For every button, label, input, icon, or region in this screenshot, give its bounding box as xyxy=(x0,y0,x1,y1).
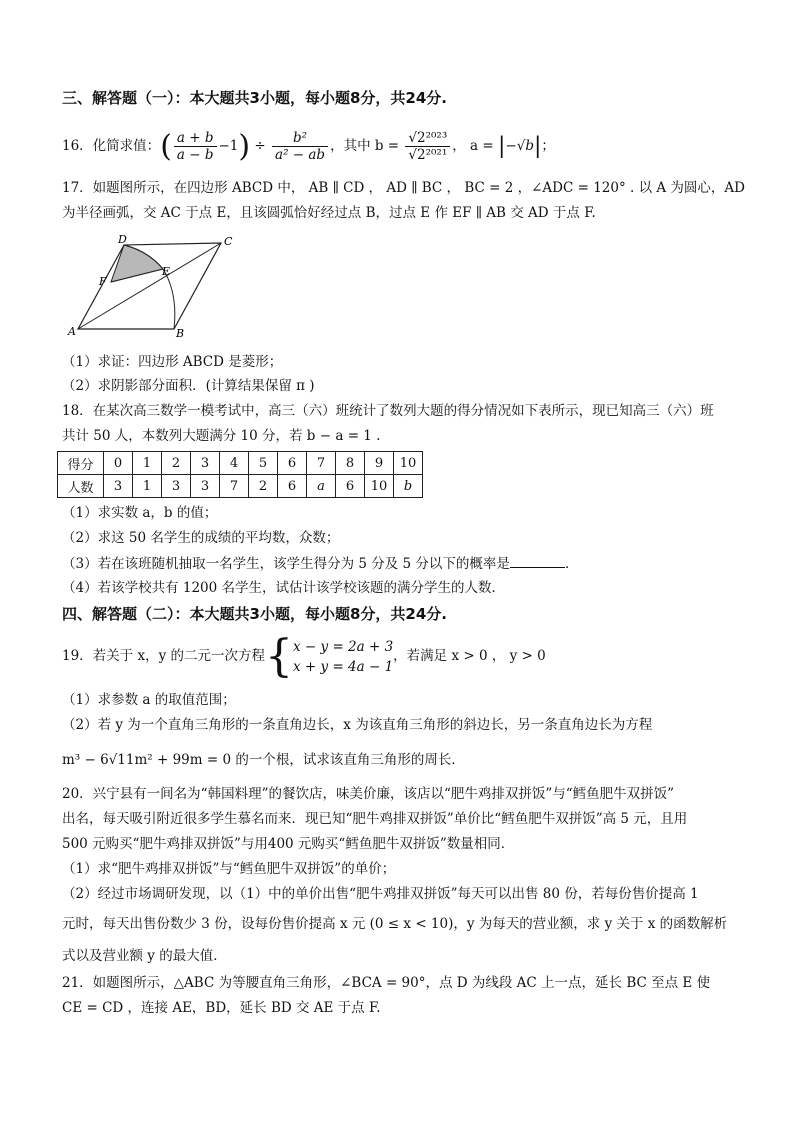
table-cell: a xyxy=(307,475,336,498)
table-cell: 1 xyxy=(133,475,162,498)
q20-line-2: 出名，每天吸引附近很多学生慕名而来．现已知“肥牛鸡排双拼饭”单价比“鳕鱼肥牛双拼饭”高 5 元，且用 xyxy=(62,811,688,827)
table-cell: 10 xyxy=(365,475,394,498)
fraction-numerator: b² xyxy=(272,130,328,147)
table-cell: 2 xyxy=(162,452,191,475)
q16-prefix: 16．化简求值： xyxy=(62,138,161,154)
table-cell: 6 xyxy=(278,475,307,498)
equation-system xyxy=(293,637,393,677)
q16-b-fraction xyxy=(405,130,450,163)
label-c: C xyxy=(224,235,233,248)
fraction-numerator: a + b xyxy=(174,130,217,147)
q19-sub-1: （1）求参数 a 的取值范围； xyxy=(62,692,236,708)
left-paren: ( xyxy=(160,128,172,164)
table-cell: 6 xyxy=(336,475,365,498)
label-a: A xyxy=(68,325,76,338)
q16-minus-one: −1 xyxy=(218,138,239,154)
q16-divide: ÷ xyxy=(254,138,266,154)
table-cell: 3 xyxy=(162,475,191,498)
equation-2: x + y = 4a − 1 xyxy=(293,658,394,675)
q17-sub-2: （2）求阴影部分面积．(计算结果保留 π ) xyxy=(62,378,315,394)
table-cell: b xyxy=(394,475,423,498)
q20-sub-2-line-3: 式以及营业额 y 的最大值． xyxy=(62,948,227,964)
shaded-sector xyxy=(111,245,163,282)
q19-sub-2-line-2: m³ − 6√11m² + 99m = 0 的一个根，试求该直角三角形的周长． xyxy=(62,752,465,768)
q20-sub-1: （1）求“肥牛鸡排双拼饭”与“鳕鱼肥牛双拼饭”的单价； xyxy=(62,861,396,877)
fraction-denominator: a − b xyxy=(176,147,214,163)
table-cell: 3 xyxy=(104,475,133,498)
q16-end: ； xyxy=(541,138,555,154)
q16-a-part: ， a = xyxy=(452,138,494,154)
q18-sub-2: （2）求这 50 名学生的成绩的平均数，众数； xyxy=(62,530,340,546)
q21-line-1: 21．如题图所示，△ABC 为等腰直角三角形，∠BCA = 90°，点 D 为线段 AC 上一点，延长 BC 至点 E 使 xyxy=(62,975,711,991)
q20-line-3: 500 元购买“肥牛鸡排双拼饭”与用400 元购买“鳕鱼肥牛双拼饭”数量相同． xyxy=(62,836,515,852)
q18-sub-3-text: （3）若在该班随机抽取一名学生，该学生得分为 5 分及 5 分以下的概率是 xyxy=(62,556,510,572)
q16-fraction-2 xyxy=(272,130,328,163)
q19-prefix: 19．若关于 x，y 的二元一次方程 xyxy=(62,648,266,664)
q17-line-1: 17．如题图所示，在四边形 ABCD 中， AB ∥ CD ， AD ∥ BC ， BC = 2 ，∠ADC = 120° . 以 A 为圆心，AD xyxy=(62,180,746,196)
table-row xyxy=(58,475,423,498)
table-cell: 3 xyxy=(191,452,220,475)
q18-line-2: 共计 50 人，本数列大题满分 10 分，若 b − a = 1 . xyxy=(62,428,381,444)
rhombus-figure xyxy=(66,233,246,343)
q18-sub-3-end: ． xyxy=(564,556,579,572)
q19-sub-2-line-1: （2）若 y 为一个直角三角形的一条直角边长，x 为该直角三角形的斜边长，另一条直角边长为方程 xyxy=(62,717,653,733)
q21-line-2: CE = CD ，连接 AE，BD，延长 BD 交 AE 于点 F. xyxy=(62,1000,381,1016)
table-header-count: 人数 xyxy=(58,475,104,498)
table-cell: 7 xyxy=(307,452,336,475)
table-row xyxy=(58,452,423,475)
table-cell: 6 xyxy=(278,452,307,475)
q18-sub-4: （4）若该学校共有 1200 名学生，试估计该学校该题的满分学生的人数． xyxy=(62,580,506,596)
q16-fraction-1 xyxy=(174,130,217,163)
q20-line-1: 20．兴宁县有一间名为“韩国料理”的餐饮店，味美价廉，该店以“肥牛鸡排双拼饭”与“鳕鱼肥牛双拼饭” xyxy=(62,786,675,802)
q16-where-b: ，其中 b = xyxy=(330,138,400,154)
question-19 xyxy=(62,630,546,682)
q18-sub-3 xyxy=(62,553,578,574)
q18-sub-1: （1）求实数 a，b 的值； xyxy=(62,505,218,521)
table-cell: 10 xyxy=(394,452,423,475)
table-cell: 7 xyxy=(220,475,249,498)
abs-bar-left: | xyxy=(498,133,506,159)
label-b: B xyxy=(176,327,185,340)
question-16 xyxy=(62,124,555,168)
q17-sub-1: （1）求证：四边形 ABCD 是菱形； xyxy=(62,354,283,370)
section-3-heading: 三、解答题（一）：本大题共3小题，每小题8分，共24分. xyxy=(62,89,447,107)
table-cell: 0 xyxy=(104,452,133,475)
q16-a-value: −√b xyxy=(505,138,534,154)
equation-1: x − y = 2a + 3 xyxy=(293,638,394,655)
right-paren: ) xyxy=(238,128,251,164)
answer-blank xyxy=(510,553,565,568)
equation-brace: { xyxy=(265,630,294,682)
score-table xyxy=(57,451,423,498)
label-d: D xyxy=(118,233,127,246)
section-4-heading: 四、解答题（二）：本大题共3小题，每小题8分，共24分. xyxy=(62,605,447,623)
table-cell: 1 xyxy=(133,452,162,475)
table-cell: 9 xyxy=(365,452,394,475)
q20-sub-2-line-2: 元时，每天出售份数少 3 份，设每份售价提高 x 元 (0 ≤ x < 10)，y 为每天的营业额，求 y 关于 x 的函数解析 xyxy=(62,916,728,932)
q17-line-2: 为半径画弧，交 AC 于点 E，且该圆弧恰好经过点 B，过点 E 作 EF ∥ AB 交 AD 于点 F. xyxy=(62,205,596,221)
label-f: F xyxy=(99,275,107,288)
label-e: E xyxy=(162,265,171,278)
table-cell: 4 xyxy=(220,452,249,475)
table-cell: 3 xyxy=(191,475,220,498)
q19-suffix: ，若满足 x > 0 ， y > 0 xyxy=(393,648,546,664)
fraction-numerator: √2²⁰²³ xyxy=(405,130,450,147)
abs-bar-right: | xyxy=(534,133,542,159)
fraction-denominator: a² − ab xyxy=(275,147,326,163)
fraction-denominator: √2²⁰²¹ xyxy=(408,147,448,163)
q20-sub-2-line-1: （2）经过市场调研发现，以（1）中的单价出售“肥牛鸡排双拼饭”每天可以出售 80 份，若每份售价提高 1 xyxy=(62,886,699,902)
table-cell: 5 xyxy=(249,452,278,475)
table-cell: 8 xyxy=(336,452,365,475)
q18-line-1: 18．在某次高三数学一模考试中，高三（六）班统计了数列大题的得分情况如下表所示，现已知高三（六）班 xyxy=(62,403,714,419)
table-cell: 2 xyxy=(249,475,278,498)
table-header-score: 得分 xyxy=(58,452,104,475)
